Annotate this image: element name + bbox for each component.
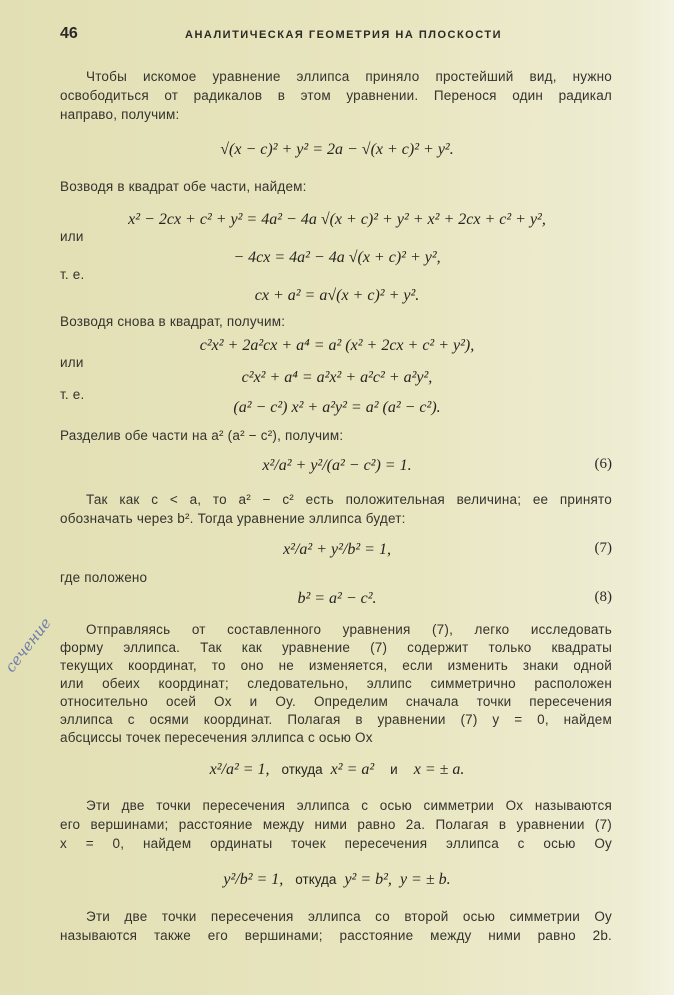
paragraph-line: Чтобы искомое уравнение эллипса приняло простейший вид, нужно bbox=[86, 69, 612, 84]
equation-word: и bbox=[390, 762, 398, 777]
paragraph-line: эллипса с осями координат. Полагая в уравнении (7) y = 0, найдем bbox=[60, 712, 612, 727]
equation-part: y² = b², bbox=[344, 871, 392, 888]
text-line: Возводя в квадрат обе части, найдем: bbox=[60, 179, 307, 194]
equation-number: (6) bbox=[594, 456, 612, 472]
paragraph-line: x = 0, найдем ординаты точек пересечения эллипса с осью Oy bbox=[60, 836, 612, 851]
equation-word: откуда bbox=[295, 872, 337, 887]
paragraph-line: форму эллипса. Так как уравнение (7) содержит только квадраты bbox=[60, 640, 612, 655]
equation-part: x² = a² bbox=[330, 761, 375, 778]
equation: x²/a² + y²/b² = 1, bbox=[283, 541, 391, 558]
equation: x² − 2cx + c² + y² = 4a² − 4a √(x + c)² + y² + x² + 2cx + c² + y², bbox=[128, 211, 546, 228]
equation: √(x − c)² + y² = 2a − √(x + c)² + y². bbox=[220, 141, 454, 158]
equation-number: (8) bbox=[594, 589, 612, 605]
text-line: или bbox=[60, 355, 84, 370]
paragraph-line: Эти две точки пересечения эллипса с осью симметрии Ox называются bbox=[86, 798, 612, 813]
equation-part: y = ± b. bbox=[399, 871, 451, 888]
equation bbox=[0, 870, 674, 890]
text-line: где положено bbox=[60, 570, 148, 585]
text-line: или bbox=[60, 229, 84, 244]
paragraph-line: или обеих координат; следовательно, эллипс симметрично расположен bbox=[60, 676, 612, 691]
paragraph-line: Эти две точки пересечения эллипса со второй осью симметрии Oy bbox=[86, 909, 612, 924]
paragraph-line: Так как c < a, то a² − c² есть положительная величина; ее принято bbox=[86, 492, 612, 507]
equation: b² = a² − c². bbox=[297, 590, 377, 607]
paragraph-line: относительно осей Ox и Oy. Определим сначала точки пересечения bbox=[60, 694, 612, 709]
equation-number: (7) bbox=[594, 540, 612, 556]
running-title: АНАЛИТИЧЕСКАЯ ГЕОМЕТРИЯ НА ПЛОСКОСТИ bbox=[185, 29, 503, 41]
text-line: т. е. bbox=[60, 267, 85, 282]
equation-part: x = ± a. bbox=[413, 761, 465, 778]
paragraph-line: направо, получим: bbox=[60, 107, 180, 122]
paragraph-line: текущих координат, то оно не изменяется, если изменить знаки одной bbox=[60, 658, 612, 673]
text-line: Возводя снова в квадрат, получим: bbox=[60, 314, 286, 329]
equation: x²/a² + y²/(a² − c²) = 1. bbox=[262, 457, 412, 474]
paragraph-line: абсциссы точек пересечения эллипса с осью Ox bbox=[60, 730, 373, 745]
equation: − 4cx = 4a² − 4a √(x + c)² + y², bbox=[233, 249, 441, 266]
equation bbox=[0, 760, 674, 780]
equation-word: откуда bbox=[281, 762, 323, 777]
equation: c²x² + a⁴ = a²x² + a²c² + a²y², bbox=[241, 369, 433, 386]
text-line: Разделив обе части на a² (a² − c²), получим: bbox=[60, 428, 344, 443]
equation: c²x² + 2a²cx + a⁴ = a² (x² + 2cx + c² + y²), bbox=[199, 337, 475, 354]
paragraph-line: Отправляясь от составленного уравнения (7), легко исследовать bbox=[86, 622, 612, 637]
paragraph-line: обозначать через b². Тогда уравнение эллипса будет: bbox=[60, 511, 406, 526]
handwritten-margin-note: сечение bbox=[1, 614, 55, 676]
paragraph-line: освободиться от радикалов в этом уравнении. Перенося один радикал bbox=[60, 88, 612, 103]
paragraph-line: его вершинами; расстояние между ними равно 2a. Полагая в уравнении (7) bbox=[60, 817, 612, 832]
equation: cx + a² = a√(x + c)² + y². bbox=[254, 287, 420, 304]
equation-part: y²/b² = 1, bbox=[223, 871, 284, 888]
equation: (a² − c²) x² + a²y² = a² (a² − c²). bbox=[233, 399, 441, 416]
page-number: 46 bbox=[60, 25, 78, 42]
equation-part: x²/a² = 1, bbox=[209, 761, 270, 778]
paragraph-line: называются также его вершинами; расстояние между ними равно 2b. bbox=[60, 928, 612, 943]
text-line: т. е. bbox=[60, 387, 85, 402]
